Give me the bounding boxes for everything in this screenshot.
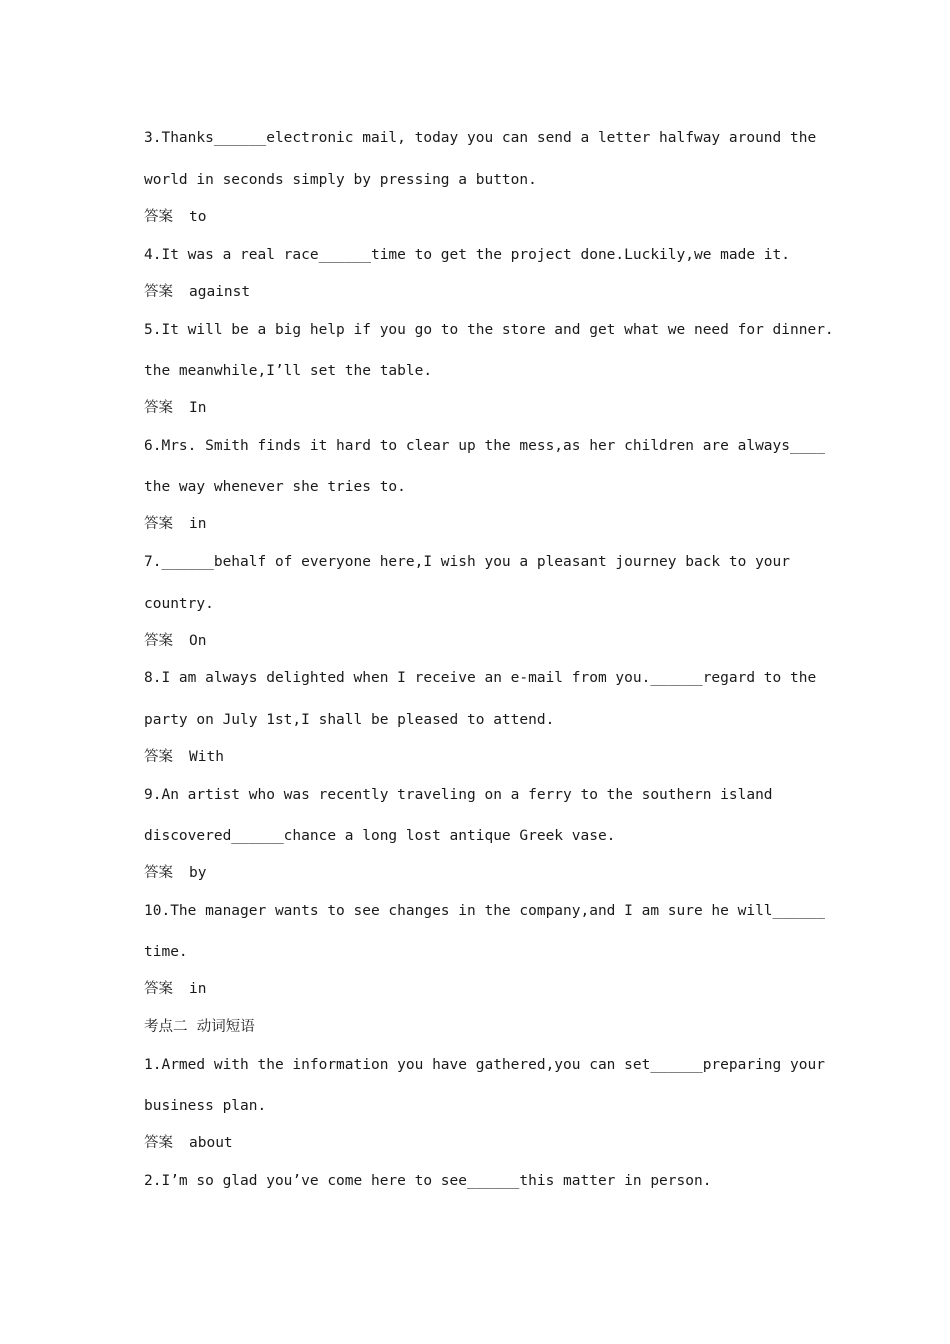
question-line: country. (144, 596, 214, 612)
question-line: discovered______chance a long lost antique Greek vase. (144, 828, 616, 844)
answer-line (144, 631, 206, 651)
answer-value: In (189, 400, 207, 416)
answer-label: 答案 (144, 516, 173, 532)
answer-line (144, 398, 206, 418)
question-line: 7.______behalf of everyone here,I wish you a pleasant journey back to your (144, 554, 791, 570)
answer-line (144, 282, 250, 302)
answer-label: 答案 (144, 865, 173, 881)
answer-line (144, 514, 206, 534)
answer-line (144, 207, 206, 227)
question-line: 4.It was a real race______time to get the project done.Luckily,we made it. (144, 247, 791, 263)
answer-label: 答案 (144, 749, 173, 765)
answer-label: 答案 (144, 981, 173, 997)
answer-value: in (189, 516, 207, 532)
answer-label: 答案 (144, 209, 173, 225)
question-line: 8.I am always delighted when I receive an e-mail from you.______regard to the (144, 670, 817, 686)
answer-label: 答案 (144, 400, 173, 416)
answer-line (144, 747, 224, 767)
answer-line (144, 1133, 233, 1153)
question-line: 3.Thanks______electronic mail, today you can send a letter halfway around the (144, 130, 817, 146)
question-line: 2.I’m so glad you’ve come here to see______this matter in person. (144, 1173, 712, 1189)
answer-line (144, 863, 206, 883)
question-line: 10.The manager wants to see changes in the company,and I am sure he will______ (144, 903, 825, 919)
answer-value: in (189, 981, 207, 997)
answer-line (144, 979, 206, 999)
answer-label: 答案 (144, 1135, 173, 1151)
question-line: the meanwhile,I’ll set the table. (144, 363, 433, 379)
question-line: 9.An artist who was recently traveling on a ferry to the southern island (144, 787, 773, 803)
question-line: the way whenever she tries to. (144, 479, 406, 495)
question-line: business plan. (144, 1098, 267, 1114)
question-line: 1.Armed with the information you have gathered,you can set______preparing your (144, 1057, 825, 1073)
answer-value: On (189, 633, 207, 649)
question-line: party on July 1st,I shall be pleased to attend. (144, 712, 555, 728)
answer-label: 答案 (144, 633, 173, 649)
answer-value: to (189, 209, 207, 225)
answer-value: against (189, 284, 251, 300)
answer-value: With (189, 749, 224, 765)
answer-label: 答案 (144, 284, 173, 300)
question-line: 6.Mrs. Smith finds it hard to clear up the mess,as her children are always____ (144, 438, 825, 454)
section-heading: 考点二 动词短语 (144, 1019, 255, 1035)
question-line: 5.It will be a big help if you go to the store and get what we need for dinner. (144, 322, 834, 338)
question-line: world in seconds simply by pressing a button. (144, 172, 537, 188)
answer-value: by (189, 865, 207, 881)
answer-value: about (189, 1135, 233, 1151)
question-line: time. (144, 944, 188, 960)
